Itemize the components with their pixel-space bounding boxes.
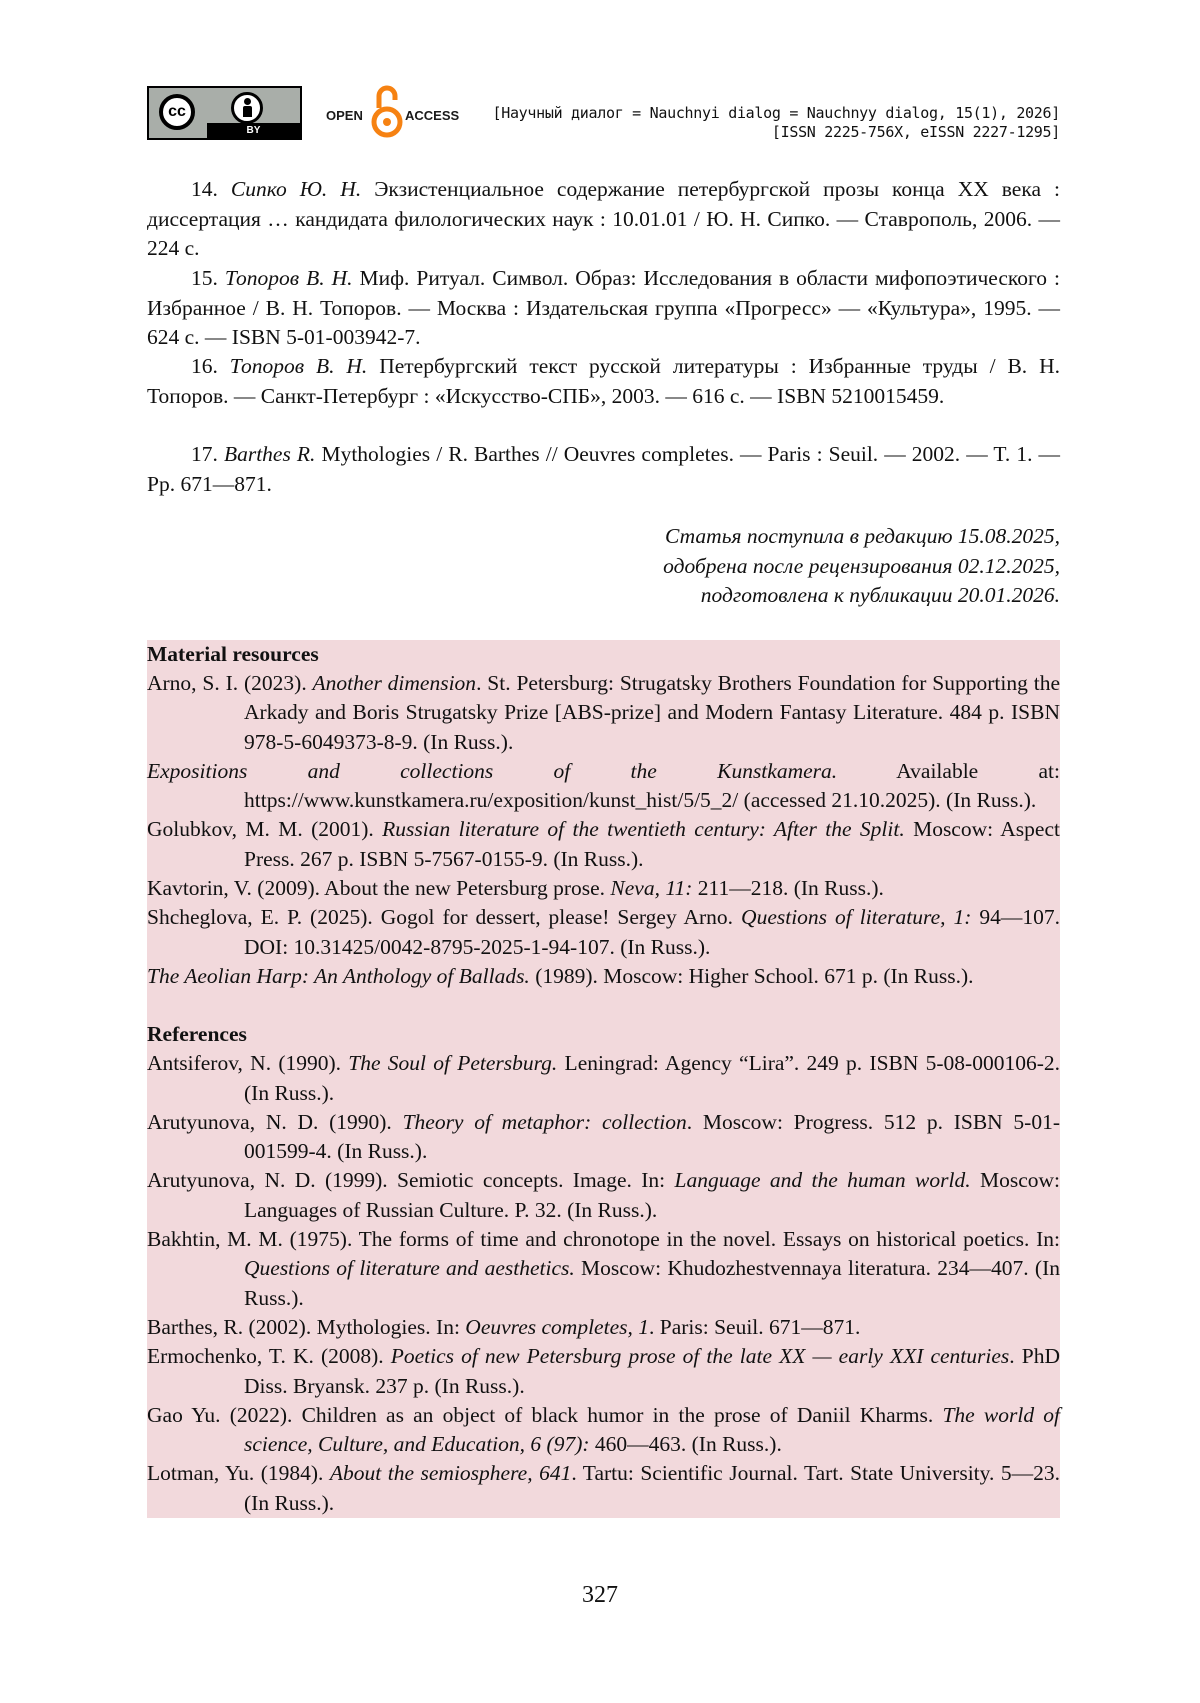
reference-author: Топоров В. Н.: [224, 266, 353, 290]
reference-item-17: [147, 440, 1060, 499]
reference-entry: Lotman, Yu. (1984). About the semiosphere, 641. Tartu: Scientific Journal. Tart. State University. 5—23. (In Russ.).: [147, 1461, 1061, 1515]
cc-by-license-badge: [147, 86, 302, 140]
reference-entry: Antsiferov, N. (1990). The Soul of Petersburg. Leningrad: Agency “Lira”. 249 p. ISBN 5-08-000106-2. (In Russ.).: [147, 1051, 1060, 1105]
reference-entry: Bakhtin, M. M. (1975). The forms of time and chronotope in the novel. Essays on historical poetics. In: Questions of literature and aesthetics. Moscow: Khudozhestvennaya literatura. 234—407. (In Russ.).: [147, 1227, 1060, 1310]
received-date: Статья поступила в редакцию 15.08.2025,: [664, 524, 1060, 548]
reference-text: Петербургский текст русской литературы : Избранные труды / В. Н. Топоров. — Санкт-Петербург : «Искусство-СПБ», 2003. — 616 с. — ISBN 5210015459.: [147, 354, 1061, 408]
reference-number: 17.: [191, 442, 218, 466]
material-resource-entry: Expositions and collections of the Kunstkamera. Available at: https://www.kunstkamera.ru/exposition/kunst_hist/5/5_2/ (accessed 21.10.2025). (In Russ.).: [147, 758, 1060, 813]
attribution-person-icon: [231, 92, 263, 124]
material-resource-entry: Kavtorin, V. (2009). About the new Petersburg prose. Neva, 11: 211—218. (In Russ.).: [147, 876, 884, 901]
material-resource-entry: Shcheglova, E. P. (2025). Gogol for dessert, please! Sergey Arno. Questions of literature, 1: 94—107. DOI: 10.31425/0042-8795-2025-1-94-107. (In Russ.).: [147, 905, 1060, 959]
reference-author: Сипко Ю. Н.: [230, 177, 362, 201]
material-resource-entry: Golubkov, M. M. (2001). Russian literature of the twentieth century: After the Split. Moscow: Aspect Press. 267 p. ISBN 5-7567-0155-9. (In Russ.).: [147, 817, 1060, 871]
reference-number: 15.: [191, 266, 218, 290]
reference-item-15: [147, 264, 1060, 353]
reference-author: Топоров В. Н.: [229, 354, 368, 378]
by-label: BY: [207, 123, 300, 138]
cc-icon: [159, 94, 195, 130]
material-resource-entry: Arno, S. I. (2023). Another dimension. St. Petersburg: Strugatsky Brothers Foundation for Supporting the Arkady and Boris Strugatsky Prize [ABS-prize] and Modern Fantasy Literature. 484 p. ISBN 978-5-6049373-8-9. (In Russ.).: [147, 671, 1060, 754]
article-dates: [663, 522, 1060, 611]
open-access-access-text: ACCESS: [405, 108, 460, 123]
open-access-open-text: OPEN: [326, 108, 363, 123]
reference-text: Mythologies / R. Barthes // Oeuvres completes. — Paris : Seuil. — 2002. — T. 1. — Pp. 671—871.: [147, 442, 1061, 496]
open-access-lock-icon: [370, 84, 404, 140]
cc-icon-text: cc: [168, 103, 186, 120]
reference-text: Миф. Ритуал. Символ. Образ: Исследования в области мифопоэтического : Избранное / В. Н. Топоров. — Москва : Издательская группа «Прогресс» — «Культура», 1995. — 624 с. — ISBN 5-01-003942-7.: [147, 266, 1060, 349]
page-header: [147, 86, 1060, 146]
reference-number: 14.: [191, 177, 218, 201]
reference-text: Экзистенциальное содержание петербургской прозы конца XX века : диссертация … кандидата филологических наук : 10.01.01 / Ю. Н. Сипко. — Ставрополь, 2006. — 224 с.: [147, 177, 1060, 260]
reference-author: Barthes R.: [223, 442, 316, 466]
reference-entry: Arutyunova, N. D. (1990). Theory of metaphor: collection. Moscow: Progress. 512 p. ISBN 5-01-001599-4. (In Russ.).: [147, 1109, 1061, 1164]
material-resources-title: Material resources: [147, 642, 319, 666]
reference-item-16: [147, 352, 1060, 411]
reference-item-14: [147, 175, 1060, 264]
reference-entry: Gao Yu. (2022). Children as an object of black humor in the prose of Daniil Kharms. The world of science, Culture, and Education, 6 (97): 460—463. (In Russ.).: [147, 1402, 1060, 1457]
reference-entry: Ermochenko, T. K. (2008). Poetics of new Petersburg prose of the late XX — early XXI centuries. PhD Diss. Bryansk. 237 p. (In Russ.).: [147, 1344, 1060, 1398]
reference-entry: Barthes, R. (2002). Mythologies. In: Oeuvres completes, 1. Paris: Seuil. 671—871.: [147, 1314, 861, 1339]
page-number: 327: [582, 1582, 618, 1608]
journal-title-line: [Научный диалог = Nauchnyi dialog = Nauchnyy dialog, 15(1), 2026]: [492, 104, 1060, 122]
transliterated-references-block: [147, 640, 1060, 1518]
reference-entry: Arutyunova, N. D. (1999). Semiotic concepts. Image. In: Language and the human world. Moscow: Languages of Russian Culture. P. 32. (In Russ.).: [147, 1168, 1060, 1222]
approved-date: одобрена после рецензирования 02.12.2025,: [663, 553, 1060, 578]
references-title: References: [147, 1022, 247, 1047]
material-resource-entry: The Aeolian Harp: An Anthology of Ballads. (1989). Moscow: Higher School. 671 p. (In Russ.).: [147, 963, 974, 988]
section-spacer: [147, 991, 1060, 1020]
journal-issn-line: [ISSN 2225-756X, eISSN 2227-1295]: [771, 123, 1060, 141]
journal-citation: [492, 104, 1060, 142]
prepared-date: подготовлена к публикации 20.01.2026.: [700, 583, 1060, 607]
open-access-logo: [320, 86, 470, 140]
reference-number: 16.: [191, 354, 218, 378]
